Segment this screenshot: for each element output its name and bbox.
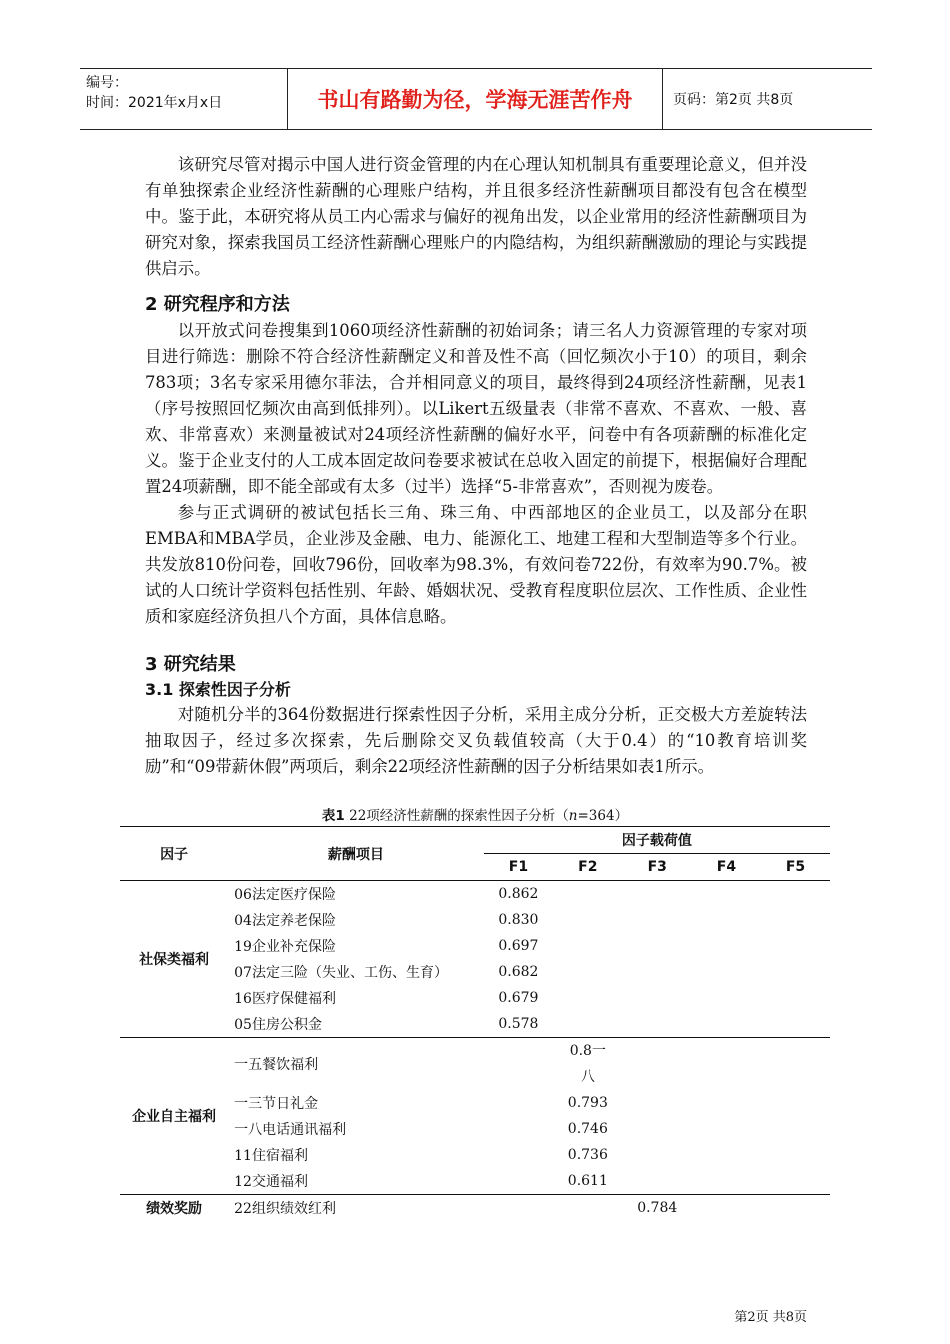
loading-f1: 0.682: [498, 964, 539, 980]
item-name: 07法定三险（失业、工伤、生育）: [234, 965, 448, 981]
page-footer: 第2页 共8页: [734, 1310, 807, 1325]
col-header-f5: F5: [785, 859, 806, 875]
section-2-heading: 2 研究程序和方法: [145, 294, 290, 315]
document-date-label: 时间：2021年x月x日: [86, 95, 223, 111]
item-name: 12交通福利: [234, 1174, 308, 1190]
header-page-number: 页码：第2页 共8页: [673, 92, 794, 108]
loading-f1: 0.697: [498, 938, 539, 954]
section-2-paragraph-1: 以开放式问卷搜集到1060项经济性薪酬的初始词条；请三名人力资源管理的专家对项目进行筛选：删除不符合经济性薪酬定义和普及性不高（回忆频次小于10）的项目，剩余783项；3名专家采用德尔菲法，合并相同意义的项目，最终得到24项经济性薪酬，见表1（序号按照回忆频次由高到低排列）。以Likert五级量表（非常不喜欢、不喜欢、一般、喜欢、非常喜欢）来测量被试对24项经济性薪酬的偏好水平，问卷中有各项薪酬的标准化定义。鉴于企业支付的人工成本固定故问卷要求被试在总收入固定的前提下，根据偏好合理配置24项薪酬，即不能全部或有太多（过半）选择“5-非常喜欢”，否则视为废卷。: [145, 321, 807, 496]
factor-name: 绩效奖励: [146, 1201, 203, 1217]
header-motto: 书山有路勤为径，学海无涯苦作舟: [288, 69, 663, 129]
col-header-f2: F2: [578, 859, 598, 875]
col-header-factor: 因子: [120, 827, 228, 881]
item-name: 11住宿福利: [234, 1148, 308, 1164]
loading-f1: 0.862: [498, 886, 539, 902]
factor-name: 社保类福利: [120, 881, 228, 1038]
col-header-loading: 因子载荷值: [484, 827, 830, 854]
section-3-paragraph-1: 对随机分半的364份数据进行探索性因子分析，采用主成分分析，正交极大方差旋转法抽取因子，经过多次探索，先后删除交叉负载值较高（大于0.4）的“10教育培训奖励”和“09带薪休假”两项后，剩余22项经济性薪酬的因子分析结果如表1所示。: [145, 705, 807, 776]
item-name: 一三节日礼金: [234, 1096, 319, 1112]
item-name: 一五餐饮福利: [234, 1057, 319, 1073]
item-name: 05住房公积金: [234, 1017, 322, 1033]
loading-f2: 0.8一 八: [569, 1043, 606, 1085]
item-name: 19企业补充保险: [234, 939, 336, 955]
intro-paragraph: 该研究尽管对揭示中国人进行资金管理的内在心理认知机制具有重要理论意义，但并没有单独探索企业经济性薪酬的心理账户结构，并且很多经济性薪酬项目都没有包含在模型中。鉴于此，本研究将从员工内心需求与偏好的视角出发，以企业常用的经济性薪酬项目为研究对象，探索我国员工经济性薪酬心理账户的内隐结构，为组织薪酬激励的理论与实践提供启示。: [145, 155, 807, 278]
col-header-f4: F4: [716, 859, 737, 875]
item-name: 16医疗保健福利: [234, 991, 336, 1007]
loading-f1: 0.830: [498, 912, 539, 928]
loading-f2: 0.611: [567, 1173, 608, 1189]
col-header-f3: F3: [647, 859, 667, 875]
table-row: [120, 881, 830, 908]
document-number-label: 编号：: [86, 75, 128, 91]
factor-name: 企业自主福利: [120, 1038, 228, 1195]
loading-f1: 0.578: [498, 1016, 539, 1032]
section-2: [145, 292, 807, 630]
table-caption: 表1 22项经济性薪酬的探索性因子分析（n=364）: [321, 808, 629, 824]
factor-analysis-table: [120, 826, 830, 1221]
header-meta: [80, 69, 288, 129]
col-header-f1: F1: [508, 859, 529, 875]
section-3-heading: 3 研究结果: [145, 654, 236, 675]
table-row: [120, 1038, 830, 1091]
section-2-paragraph-2: 参与正式调研的被试包括长三角、珠三角、中西部地区的企业员工，以及部分在职EMBA和MBA学员，企业涉及金融、电力、能源化工、地建工程和大型制造等多个行业。共发放810份问卷，回收796份，回收率为98.3%，有效问卷722份，有效率为90.7%。被试的人口统计学资料包括性别、年龄、婚姻状况、受教育程度职位层次、工作性质、企业性质和家庭经济负担八个方面，具体信息略。: [145, 503, 807, 626]
loading-f2: 0.793: [567, 1095, 608, 1111]
loading-f2: 0.736: [567, 1147, 608, 1163]
item-name: 04法定养老保险: [234, 913, 336, 929]
col-header-item: 薪酬项目: [228, 827, 484, 881]
page-header: [80, 68, 872, 130]
item-name: 06法定医疗保险: [234, 887, 336, 903]
table-row: [120, 1195, 830, 1222]
item-name: 22组织绩效红利: [234, 1201, 336, 1217]
loading-f1: 0.679: [498, 990, 539, 1006]
loading-f3: 0.784: [637, 1200, 678, 1216]
section-3: [145, 652, 807, 780]
intro-block: [145, 152, 807, 282]
loading-f2: 0.746: [567, 1121, 608, 1137]
section-3-1-heading: 3.1 探索性因子分析: [145, 680, 291, 699]
item-name: 一八电话通讯福利: [234, 1122, 347, 1138]
